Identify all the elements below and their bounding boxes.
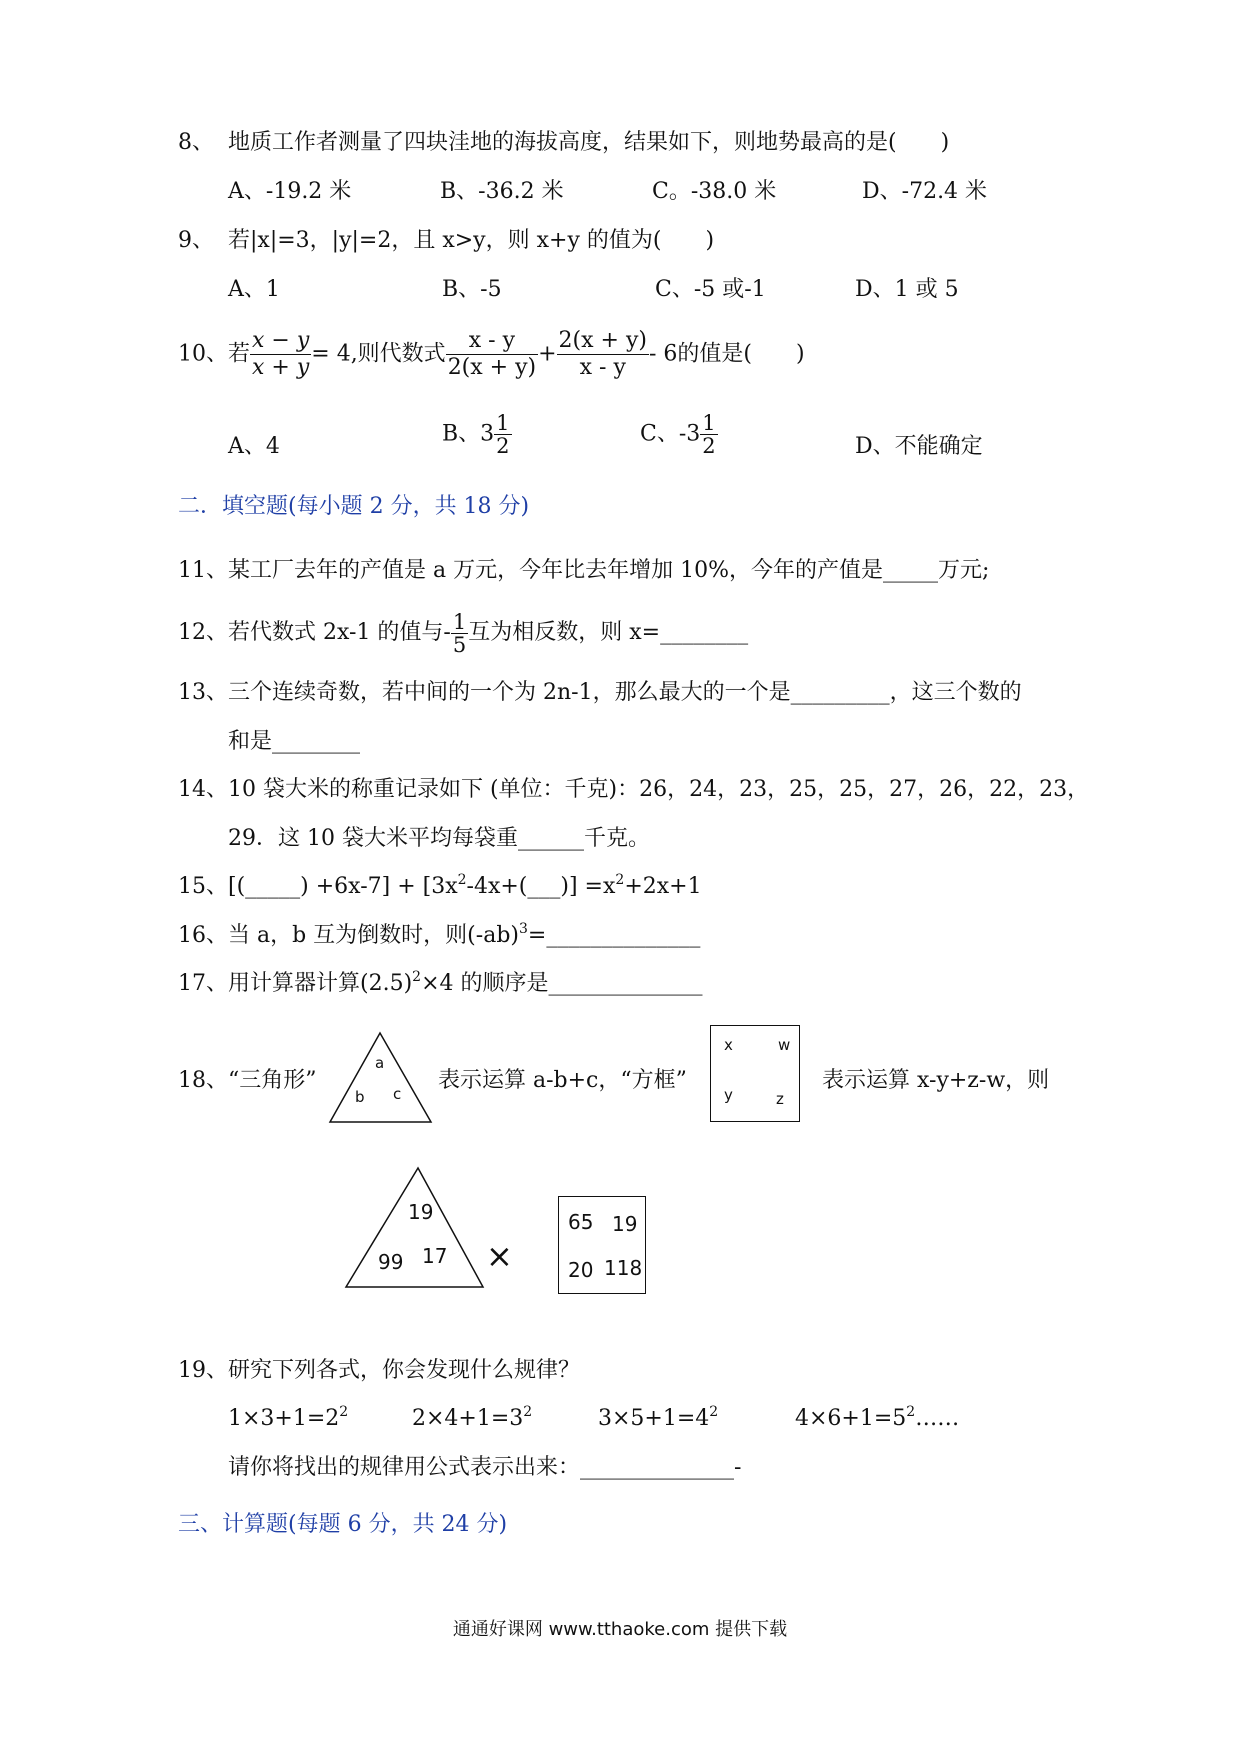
q9-option-d: D、1 或 5 xyxy=(855,277,959,302)
box-problem-bottom-left: 20 xyxy=(568,1258,594,1282)
q16-post: =______________ xyxy=(527,923,701,948)
q19-eq2-base: 2×4+1=3 xyxy=(412,1406,524,1431)
section3-title: 三、计算题(每题 6 分，共 24 分) xyxy=(178,1512,508,1537)
q10-frac1-numerator: x − y xyxy=(252,328,310,353)
box-label-y: y xyxy=(724,1086,733,1104)
box-label-x: x xyxy=(724,1036,733,1054)
q10-number: 10、若 xyxy=(178,341,250,367)
q19-line3: 请你将找出的规律用公式表示出来：______________- xyxy=(228,1455,742,1480)
q16-pre: 16、当 a，b 互为倒数时，则(-ab) xyxy=(178,923,519,948)
q18-post: 表示运算 x-y+z-w，则 xyxy=(822,1068,1050,1093)
q10-expression-fraction-2 xyxy=(557,328,649,381)
q15-pre: 15、[(_____) +6x-7] + [3x xyxy=(178,874,458,899)
q10-option-b-label: B、3 xyxy=(442,421,495,447)
q10-stem xyxy=(178,328,805,381)
box-label-z: z xyxy=(776,1090,784,1108)
q12-denominator: 5 xyxy=(452,632,467,657)
q11-text: 11、某工厂去年的产值是 a 万元，今年比去年增加 10%，今年的产值是_____万元; xyxy=(178,558,990,583)
q8-text: 地质工作者测量了四块洼地的海拔高度，结果如下，则地势最高的是( ) xyxy=(228,130,950,155)
q10-option-a: A、4 xyxy=(228,434,280,459)
box-label-w: w xyxy=(778,1036,791,1054)
q10-option-c-numerator: 1 xyxy=(702,411,716,435)
box-problem-top-right: 19 xyxy=(612,1212,638,1236)
q10-option-d: D、不能确定 xyxy=(855,434,983,459)
triangle-operator-icon xyxy=(328,1030,433,1125)
box-problem-bottom-right: 118 xyxy=(604,1256,643,1280)
q12-numerator: 1 xyxy=(452,609,467,634)
q10-mid-text: = 4,则代数式 xyxy=(311,341,446,367)
q8-number: 8、 xyxy=(178,130,214,155)
q10-option-b-fraction xyxy=(494,412,511,457)
section2-title: 二．填空题(每小题 2 分，共 18 分) xyxy=(178,494,530,519)
q18-mid: 表示运算 a-b+c，“方框” xyxy=(438,1068,687,1093)
q9-option-b: B、-5 xyxy=(442,277,502,302)
q8-option-a: A、-19.2 米 xyxy=(228,179,352,204)
q19-eq4-base: 4×6+1=5 xyxy=(795,1406,907,1431)
q19-text: 19、研究下列各式，你会发现什么规律？ xyxy=(178,1358,580,1383)
q10-frac2-denominator: 2(x + y) xyxy=(447,355,537,380)
triangle-problem-right: 17 xyxy=(422,1244,448,1268)
triangle-label-a: a xyxy=(375,1054,385,1072)
triangle-problem-figure xyxy=(342,1165,487,1290)
q9-text: 若|x|=3，|y|=2，且 x>y，则 x+y 的值为( ) xyxy=(228,228,715,253)
q13-line1: 13、三个连续奇数，若中间的一个为 2n-1，那么最大的一个是_________，这三个数的 xyxy=(178,680,1022,705)
multiply-sign: × xyxy=(486,1237,513,1275)
q19-eq3-exponent: 2 xyxy=(709,1404,719,1420)
q10-option-c-denominator: 2 xyxy=(702,434,716,458)
q12-fraction xyxy=(451,611,468,656)
q12-post: 互为相反数，则 x=________ xyxy=(468,620,749,645)
q10-plus: + xyxy=(538,341,557,367)
q15-mid: -4x+(___)] =x xyxy=(466,874,616,899)
q16-text xyxy=(178,921,700,951)
q13-line2: 和是________ xyxy=(228,729,361,754)
q9-option-a: A、1 xyxy=(228,277,280,302)
q19-eq2-exponent: 2 xyxy=(523,1404,533,1420)
q19-eq1 xyxy=(228,1404,348,1434)
q19-eq3-base: 3×5+1=4 xyxy=(598,1406,710,1431)
q19-eq4 xyxy=(795,1404,959,1434)
q15-exponent-1: 2 xyxy=(457,872,467,888)
q10-tail: - 6的值是( ) xyxy=(648,341,805,367)
q12-pre: 12、若代数式 2x-1 的值与- xyxy=(178,620,451,645)
q14-line2: 29．这 10 袋大米平均每袋重______千克。 xyxy=(228,826,650,851)
q10-frac3-denominator: x - y xyxy=(579,355,626,380)
q10-option-c-label: C、-3 xyxy=(640,421,701,447)
footer-credit: 通通好课网 www.tthaoke.com 提供下载 xyxy=(452,1619,788,1640)
q19-eq2 xyxy=(412,1404,532,1434)
q19-eq4-ellipsis: …… xyxy=(915,1406,960,1431)
q19-eq3 xyxy=(598,1404,718,1434)
q10-option-c-fraction xyxy=(700,412,717,457)
q15-post: +2x+1 xyxy=(624,874,702,899)
q10-frac1-denominator: x + y xyxy=(252,355,310,380)
q17-text xyxy=(178,969,703,999)
q16-exponent: 3 xyxy=(518,921,528,937)
q10-frac3-numerator: 2(x + y) xyxy=(558,328,647,353)
q8-option-d: D、-72.4 米 xyxy=(862,179,988,204)
q9-number: 9、 xyxy=(178,228,214,253)
q17-post: ×4 的顺序是______________ xyxy=(421,971,703,996)
triangle-problem-top: 19 xyxy=(408,1200,434,1224)
q19-eq1-base: 1×3+1=2 xyxy=(228,1406,340,1431)
q8-option-b: B、-36.2 米 xyxy=(440,179,564,204)
triangle-label-c: c xyxy=(393,1085,402,1103)
q19-eq4-exponent: 2 xyxy=(906,1404,916,1420)
q10-option-b-denominator: 2 xyxy=(496,434,510,458)
q15-exponent-2: 2 xyxy=(615,872,625,888)
q10-option-b xyxy=(442,412,512,457)
q19-eq1-exponent: 2 xyxy=(339,1404,349,1420)
q17-pre: 17、用计算器计算(2.5) xyxy=(178,971,413,996)
q17-exponent: 2 xyxy=(412,969,422,985)
triangle-label-b: b xyxy=(355,1088,365,1106)
q9-option-c: C、-5 或-1 xyxy=(655,277,766,302)
box-problem-top-left: 65 xyxy=(568,1210,594,1234)
q15-text xyxy=(178,872,702,902)
q10-condition-fraction xyxy=(250,328,311,381)
q10-frac2-numerator: x - y xyxy=(446,328,538,355)
q10-option-c xyxy=(640,412,718,457)
q10-option-b-numerator: 1 xyxy=(496,411,510,435)
triangle-problem-left: 99 xyxy=(378,1250,404,1274)
q18-pre: 18、“三角形” xyxy=(178,1068,317,1093)
q12-text xyxy=(178,608,748,658)
q10-expression-fraction-1 xyxy=(446,328,538,381)
q8-option-c: C。-38.0 米 xyxy=(652,179,777,204)
q14-line1: 14、10 袋大米的称重记录如下 (单位：千克)：26，24，23，25，25，27，26，22，23， xyxy=(178,777,1090,802)
